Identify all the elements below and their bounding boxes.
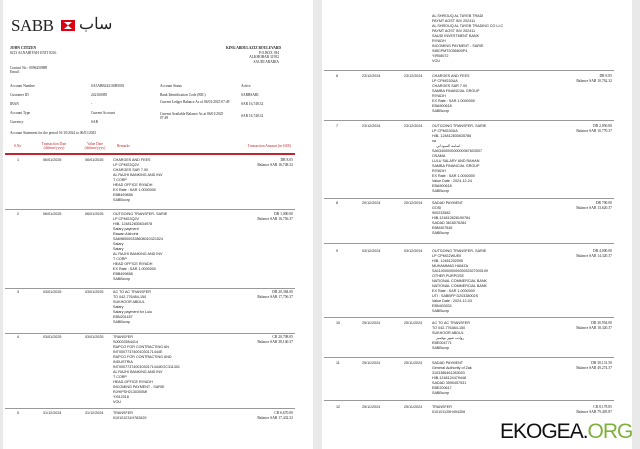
value-date: 06/01/2025	[85, 158, 104, 162]
statement-page-1	[3, 0, 313, 449]
branch-name: KING ABDULAZIZ BOULEVARD	[225, 46, 281, 50]
running-balance: Balance SAR 18,320.37	[576, 326, 612, 330]
transaction-date: 03/01/2025	[43, 335, 62, 339]
value-date: 31/12/2024	[85, 411, 104, 415]
transaction-amount: DR 4,000.00	[593, 249, 612, 253]
transaction-amount: DR 20,384.00	[272, 290, 293, 294]
running-balance: Balance SAR 10,770.37	[576, 129, 612, 133]
account-value: SABBSARI	[241, 93, 259, 97]
amount	[257, 290, 293, 300]
branch-line: SAUDI ARABIA	[253, 59, 279, 64]
remarks: AC TO AC TRANSFER TO 042-776484-150 SUKHOOR ABDUL Salary Salary payment for Lulu EBN201187 SABBcorp	[113, 290, 152, 324]
transaction-amount: DR 8.05	[599, 74, 612, 78]
bank-logo-arabic: ساب	[79, 16, 113, 33]
row-divider	[324, 357, 614, 358]
transaction-date: 23/12/2024	[362, 124, 381, 128]
transaction-amount: DR 30,131.50	[591, 361, 612, 365]
transaction-amount: DR 1,000.00	[274, 212, 293, 216]
transaction-date: 06/01/2025	[43, 212, 62, 216]
value-date: 20/12/2024	[404, 201, 423, 205]
watermark-suffix: ORG	[587, 420, 633, 443]
running-balance: Balance SAR 16,748.32	[257, 163, 293, 167]
transaction-date: 06/01/2025	[43, 158, 62, 162]
amount	[257, 158, 293, 168]
account-label: Account Status	[160, 84, 182, 88]
serial-no: 6	[336, 74, 339, 78]
remarks: CHARGES AND FEES LP CPMG3Q2V CHARGES SAR 7.00 AL RAJHI BANKING AND INV T CORP HEAD OFFICE RIYADH EX Rate : SAR 1.0000000 EBB499858 SABBcorp	[113, 158, 163, 202]
running-balance: Balance SAR 79,405.87	[576, 410, 612, 414]
account-value: Active	[241, 84, 251, 88]
account-value: SAR 16,748.32	[241, 114, 264, 118]
value-date: 03/01/2025	[85, 335, 104, 339]
running-balance: Balance SAR 49,274.37	[576, 366, 612, 370]
serial-no: 8	[336, 201, 339, 205]
account-label: Currency	[10, 120, 24, 124]
amount	[576, 321, 612, 331]
remarks: SADAD PAYMENT General Authority of Zak 3103386461283003 HIB-1248124479448 SADAD 3590457531 EBE200617 SABBcorp	[432, 361, 472, 395]
value-date: 23/12/2024	[404, 74, 423, 78]
account-value: 242160085	[91, 93, 108, 97]
amount	[576, 249, 612, 259]
amount	[576, 74, 612, 84]
account-label: Current Ledger Balance As of 06/01/2025 07:49	[160, 100, 230, 104]
row-divider	[5, 333, 295, 334]
serial-no: 9	[336, 249, 339, 253]
serial-no: 3	[17, 290, 20, 294]
running-balance: Balance SAR 13,620.37	[576, 206, 612, 210]
account-label: Account Type	[10, 111, 31, 115]
row-divider	[324, 317, 614, 318]
branch-address	[249, 51, 279, 64]
row-divider	[5, 288, 295, 289]
running-balance: Balance SAR 10,762.32	[576, 79, 612, 83]
account-value: Current Account	[91, 111, 115, 115]
value-date: 06/01/2025	[85, 212, 104, 216]
transaction-amount: DR 30,954.00	[591, 321, 612, 325]
account-label: Customer ID	[10, 93, 29, 97]
remarks: AC TO AC TRANSFER TO 042-776484-150 SUKHOOR ABDUL رواتب شهر نوفمبر EBE004771 SABBcorp	[432, 321, 470, 350]
account-value: SAR 16,748.32	[241, 102, 264, 106]
running-balance: Balance SAR 14,320.37	[576, 254, 612, 258]
col-remarks: Remarks	[117, 144, 130, 148]
value-date: 23/12/2024	[404, 124, 423, 128]
watermark-main: EKOGEA.	[500, 420, 588, 443]
amount	[576, 361, 612, 371]
row-divider	[5, 209, 295, 210]
amount	[257, 212, 293, 222]
remarks: TRANSFER 010101231H782629	[113, 411, 147, 420]
serial-no: 11	[336, 361, 340, 365]
transaction-date: 03/12/2024	[362, 249, 381, 253]
branch-line: ALKHOBAR 31952	[249, 55, 279, 60]
serial-no: 2	[17, 212, 20, 216]
statement-period: Account Statement for the period 01/10/2024 to 06/01/2025	[10, 131, 97, 135]
running-balance: Balance SAR 16,756.37	[257, 217, 293, 221]
account-label: IBAN	[10, 102, 19, 106]
bank-logo: SABB	[11, 16, 54, 35]
running-balance: Balance SAR 17,756.37	[257, 295, 293, 299]
customer-address: 8213 ALNABIYAH UNIT 8216	[10, 51, 57, 55]
transaction-amount: DR 2,850.00	[593, 124, 612, 128]
serial-no: 7	[336, 124, 339, 128]
amount	[576, 405, 612, 415]
remarks: OUTGOING TRANSFER- SARIE LP CPMG3Q2V HIB- 124812830634978 Salary payment Rawan Alzhohir SA6980000328608010321524 Salary Salary AL RAJHI BANKING AND INV T CORP HEAD OFFICE RIYADH EX Rate : SAR 1.0000000 EBB499858 SABBcorp	[113, 212, 168, 281]
transaction-date: 23/12/2024	[362, 74, 381, 78]
amount	[576, 124, 612, 134]
remarks: TRANSFER S00003554414 RAPCO FOR CONTRACTING AN INT00077374001030171444E RAPCO FOR CONTRACTING AND INDUSTRIA INT00077374001030171444EOC311301 AL RAJHI BANKING AND INV T CORP HEAD-OFFICE RIYADH INCOMING PAYMENT - SARIE RJHIPSH2130300MI YI912318 VOU	[113, 335, 180, 404]
account-label: Bank Identification Code (BIC)	[160, 93, 206, 97]
col-transaction-date: Transaction Date (dd/mm/yyyy)	[41, 142, 67, 151]
amount	[257, 411, 293, 421]
account-value: SA5ABB24216085001	[91, 84, 125, 88]
account-label: Current Available Balance As at 06/01/2025 07:49	[160, 112, 224, 121]
account-label: Account Number	[10, 84, 35, 88]
serial-no: 1	[17, 158, 20, 162]
remarks: AL SHROUQ AL TAYEB TRADI PAYMT AGST INV 202411 AL SHROUQ AL TAYEB TRADING CO LLC PAYMT AGST INV 202411 SAUDI INVESTMENT BANK RIYADH INCOMING PAYMENT - SARIE SIBCPMT2036600P4 YIR08072 VOU	[432, 14, 504, 63]
row-divider	[5, 408, 295, 409]
transaction-date: 20/12/2024	[362, 201, 381, 205]
value-date: 03/01/2025	[85, 290, 104, 294]
transaction-amount: CR 8,178.85	[593, 405, 612, 409]
remarks: OUTGOING TRANSFER- SARIE LP CPMG30UA HIB- 124812830635786 na اسامة السوداني SA0340000000000067603007 OSAMA LULU SALARY AND RAHAN SAMBA FINANCIAL GROUP RIYADH EX Rate : SAR 1.0000000 Value Date : 2024-12-24 EBA900618 SABBcorp	[432, 124, 487, 193]
remarks: SADAD PAYMENT GOSI 900233582 HIB-124812828190784 SADAD 3616076284 EBM407545 SABBcorp	[432, 201, 471, 235]
value-date: 25/11/2024	[404, 405, 423, 409]
serial-no: 5	[17, 411, 20, 415]
remarks: OUTGOING TRANSFER- SARIE LP CPMG2WUE0 HIB- 12481202095 MUHAMMAD HAMZA SA1100000000000052527000109 OTHER PURPOSE NATIONAL COMMERCIAL BANK NATIONAL COMMERCIAL BANK EX Rate : SAR 1.0000000 UTI : SABBFP D20338002S Value Date : 2024-12-03 EBN403031 SABBcorp	[432, 249, 488, 313]
header-rule	[5, 153, 295, 155]
col-amount: Transaction Amount (in SAR)	[247, 144, 291, 148]
statement-page-2	[322, 0, 632, 449]
transaction-date: 25/11/2024	[362, 405, 381, 409]
row-divider	[324, 400, 614, 401]
col-value-date: Value Date (dd/mm/yyyy)	[84, 142, 106, 151]
customer-name: JOHN CITIZEN	[10, 46, 37, 50]
transaction-amount: DR 8.05	[280, 158, 293, 162]
transaction-amount: CR 6,670.00	[274, 411, 293, 415]
serial-no: 4	[17, 335, 20, 339]
sabb-hexagon-icon	[61, 20, 75, 31]
remarks: TRANSFER 010101125H494306	[432, 405, 466, 414]
contact-no: Contact No : 0096250889	[10, 66, 48, 70]
amount	[257, 335, 293, 345]
value-date: 25/11/2024	[404, 321, 423, 325]
row-divider	[324, 243, 614, 244]
running-balance: Balance SAR 17,432.32	[257, 416, 293, 420]
watermark	[500, 420, 632, 444]
col-sno: S.No	[14, 144, 22, 148]
row-divider	[324, 198, 614, 199]
value-date: 03/12/2024	[404, 249, 423, 253]
transaction-amount: DR 700.00	[595, 201, 612, 205]
amount	[576, 201, 612, 211]
transaction-date: 25/11/2024	[362, 361, 381, 365]
transaction-date: 31/12/2024	[43, 411, 62, 415]
account-value: -	[91, 102, 93, 106]
serial-no: 12	[336, 405, 341, 409]
remarks: CHARGES AND FEES LP CPMG30UA CHARGES SAR 7.00 SAMBA FINANCIAL GROUP RIYADH EX Rate : SAR 1.0000000 EBA900618 SABBcorp	[432, 74, 480, 113]
transaction-date: 25/11/2024	[362, 321, 381, 325]
branch-line: P.O.BOX 394	[259, 51, 279, 55]
row-divider	[324, 70, 614, 71]
transaction-date: 03/01/2025	[43, 290, 62, 294]
transaction-amount: CR 20,708.05	[272, 335, 293, 339]
running-balance: Balance SAR 38,140.37	[257, 340, 293, 344]
value-date: 25/11/2024	[404, 361, 423, 365]
row-divider	[324, 120, 614, 121]
serial-no: 10	[336, 321, 341, 325]
email: Email :	[10, 70, 21, 74]
account-value: SAR	[91, 120, 98, 124]
